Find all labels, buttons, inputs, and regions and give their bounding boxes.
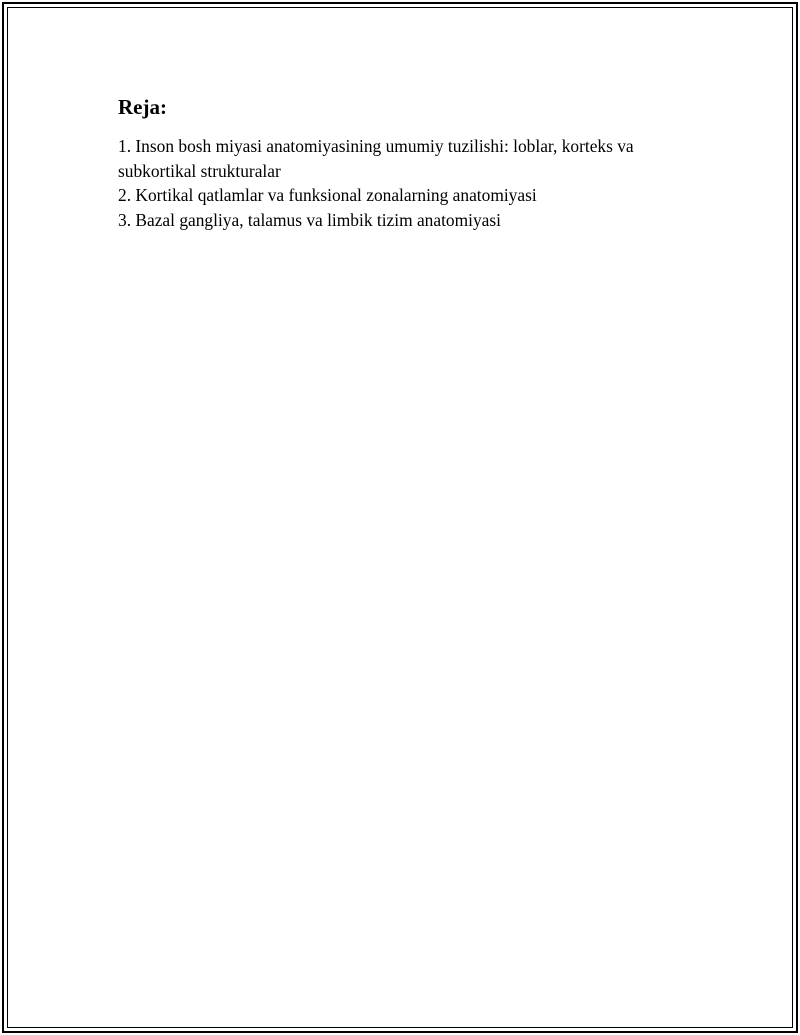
plan-list [118,134,698,232]
plan-item-1: 1. Inson bosh miyasi anatomiyasining umumiy tuzilishi: loblar, korteks va subkortikal strukturalar [118,136,634,181]
plan-heading: Reja: [118,95,167,119]
plan-item-2: 2. Kortikal qatlamlar va funksional zonalarning anatomiyasi [118,185,537,205]
document-body [118,94,698,232]
plan-item-3: 3. Bazal gangliya, talamus va limbik tizim anatomiyasi [118,209,501,230]
